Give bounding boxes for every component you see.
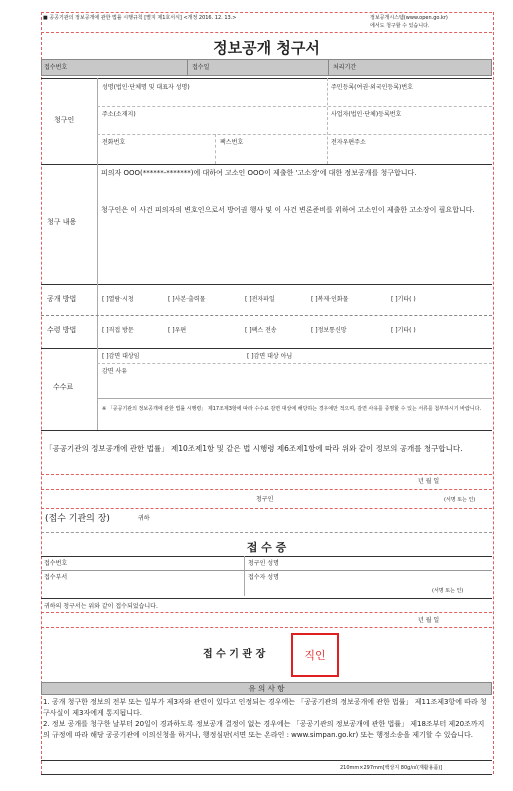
option-e-file[interactable]: [ ]전자파일 — [245, 296, 275, 303]
business-no-field-label: 사업자(법인·단체)등록번호 — [331, 111, 402, 118]
receipt-header-row — [41, 59, 492, 76]
date-line: 년 월 일 — [418, 478, 440, 485]
option-network[interactable]: [ ]정보통신망 — [311, 327, 347, 334]
official-seal-box — [291, 633, 339, 677]
declaration-text: 「공공기관의 정보공개에 관한 법률」 제10조제1항 및 같은 법 시행령 제6조제1항에 따라 위와 같이 정보의 공개를 청구합니다. — [45, 444, 463, 453]
fee-not-exempt-option[interactable]: [ ]감면 대상 아님 — [247, 353, 293, 360]
addressee-prefix: (접수 기관의 장) — [45, 514, 110, 524]
requester-name-field: 청구인 성명 — [248, 560, 279, 567]
receipt-seal: (서명 또는 인) — [432, 588, 464, 594]
signer-label: 청구인 — [256, 496, 274, 503]
processing-period-label: 처리기간 — [333, 64, 357, 71]
option-view[interactable]: [ ]열람·시청 — [102, 296, 134, 303]
fax-field-label: 팩스번호 — [220, 139, 244, 146]
option-copy[interactable]: [ ]사본·출력물 — [168, 296, 206, 303]
guide-line — [41, 12, 492, 13]
addressee-suffix: 귀하 — [138, 515, 150, 522]
paper-spec: 210mm×297mm[백상지 80g/㎡(재활용품)] — [340, 765, 443, 771]
request-paragraph-1: 피의자 OOO(******-*******)에 대하여 고소인 OOO이 제출한 '고소장'에 대한 정보공개를 청구합니다. — [101, 169, 417, 177]
department-field: 접수부서 — [44, 574, 68, 581]
online-notice-line1: 정보공개시스템(www.open.go.kr) — [370, 15, 448, 21]
receipt-date-label: 접수일 — [192, 64, 210, 71]
notice-item-1: 1. 공개 청구한 정보의 전부 또는 일부가 제3자와 관련이 있다고 인정되는 경우에는 「공공기관의 정보공개에 관한 법률」 제11조제3항에 따라 청구사실이 제3자에게 통지됩니다. — [43, 698, 487, 717]
fee-reason-label: 감면 사유 — [102, 368, 128, 375]
option-visit[interactable]: [ ]직접 방문 — [102, 327, 134, 334]
seal-text: 직인 — [304, 649, 326, 662]
name-field-label: 성명(법인·단체명 및 대표자 성명) — [102, 84, 190, 91]
email-field-label: 전자우편주소 — [331, 139, 366, 146]
online-notice-line2: 에서도 청구할 수 있습니다. — [370, 23, 430, 29]
request-paragraph-2: 청구인은 이 사건 피의자의 변호인으로서 방어권 행사 및 이 사건 변론준비를 위하여 고소인이 제출한 고소장이 필요합니다. — [101, 206, 475, 214]
fee-label: 수수료 — [53, 383, 74, 391]
page-frame — [41, 12, 494, 774]
option-other[interactable]: [ ]기타( ) — [391, 296, 416, 303]
page-title: 정보공개 청구서 — [213, 39, 320, 57]
notice-title: 유 의 사 항 — [248, 684, 285, 693]
option-reproduction[interactable]: [ ]복제·인화물 — [311, 296, 349, 303]
fee-exempt-option[interactable]: [ ]감면 대상임 — [102, 353, 140, 360]
receipt-title: 접 수 증 — [246, 541, 287, 554]
guide-line — [41, 32, 492, 33]
form-reference: ■ 공공기관의 정보공개에 관한 법률 시행규칙 [별지 제1호서식] <개정 2016. 12. 13.> — [43, 15, 237, 21]
signer-seal: (서명 또는 인) — [444, 497, 476, 503]
address-field-label: 주소(소재지) — [102, 111, 136, 118]
receipt-date-line: 년 월 일 — [418, 617, 440, 624]
receive-method-label: 수령 방법 — [47, 326, 77, 334]
disclosure-method-label: 공개 방법 — [47, 295, 77, 303]
receipt-no-label: 접수번호 — [44, 64, 68, 71]
receipt-no-field: 접수번호 — [44, 560, 68, 567]
option-mail[interactable]: [ ]우편 — [168, 327, 187, 334]
receiver-name-field: 접수자 성명 — [248, 574, 279, 581]
receipt-confirmation: 귀하의 청구서는 위와 같이 접수되었습니다. — [44, 603, 158, 610]
request-content-label: 청구 내용 — [47, 218, 77, 226]
notice-item-2: 2. 정보 공개를 청구한 날부터 20일이 경과하도록 정보공개 결정이 없는 경우에는 「공공기관의 정보공개에 관한 법률」 제18조부터 제20조까지의 규정에 따라 해당 공공기관에 이의신청을 하거나, 행정심판(서면 또는 온라인 : www.simpan.go.kr) 또는 행정소송을 제기할 수 있습니다. — [43, 720, 485, 739]
phone-field-label: 전화번호 — [102, 139, 126, 146]
fee-note: ※ 「공공기관의 정보공개에 관한 법률 시행령」 제17조제3항에 따라 수수료 감면 대상에 해당하는 경우에만 적으며, 감면 사유를 증명할 수 있는 서류를 첨부하시기 바랍니다. — [102, 406, 482, 412]
resident-no-field-label: 주민등록(여권·외국인등록)번호 — [331, 84, 413, 91]
requester-label: 청구인 — [54, 116, 75, 124]
agency-head-label: 접 수 기 관 장 — [203, 649, 266, 660]
option-other-receive[interactable]: [ ]기타( ) — [391, 327, 416, 334]
option-fax[interactable]: [ ]팩스 전송 — [245, 327, 277, 334]
